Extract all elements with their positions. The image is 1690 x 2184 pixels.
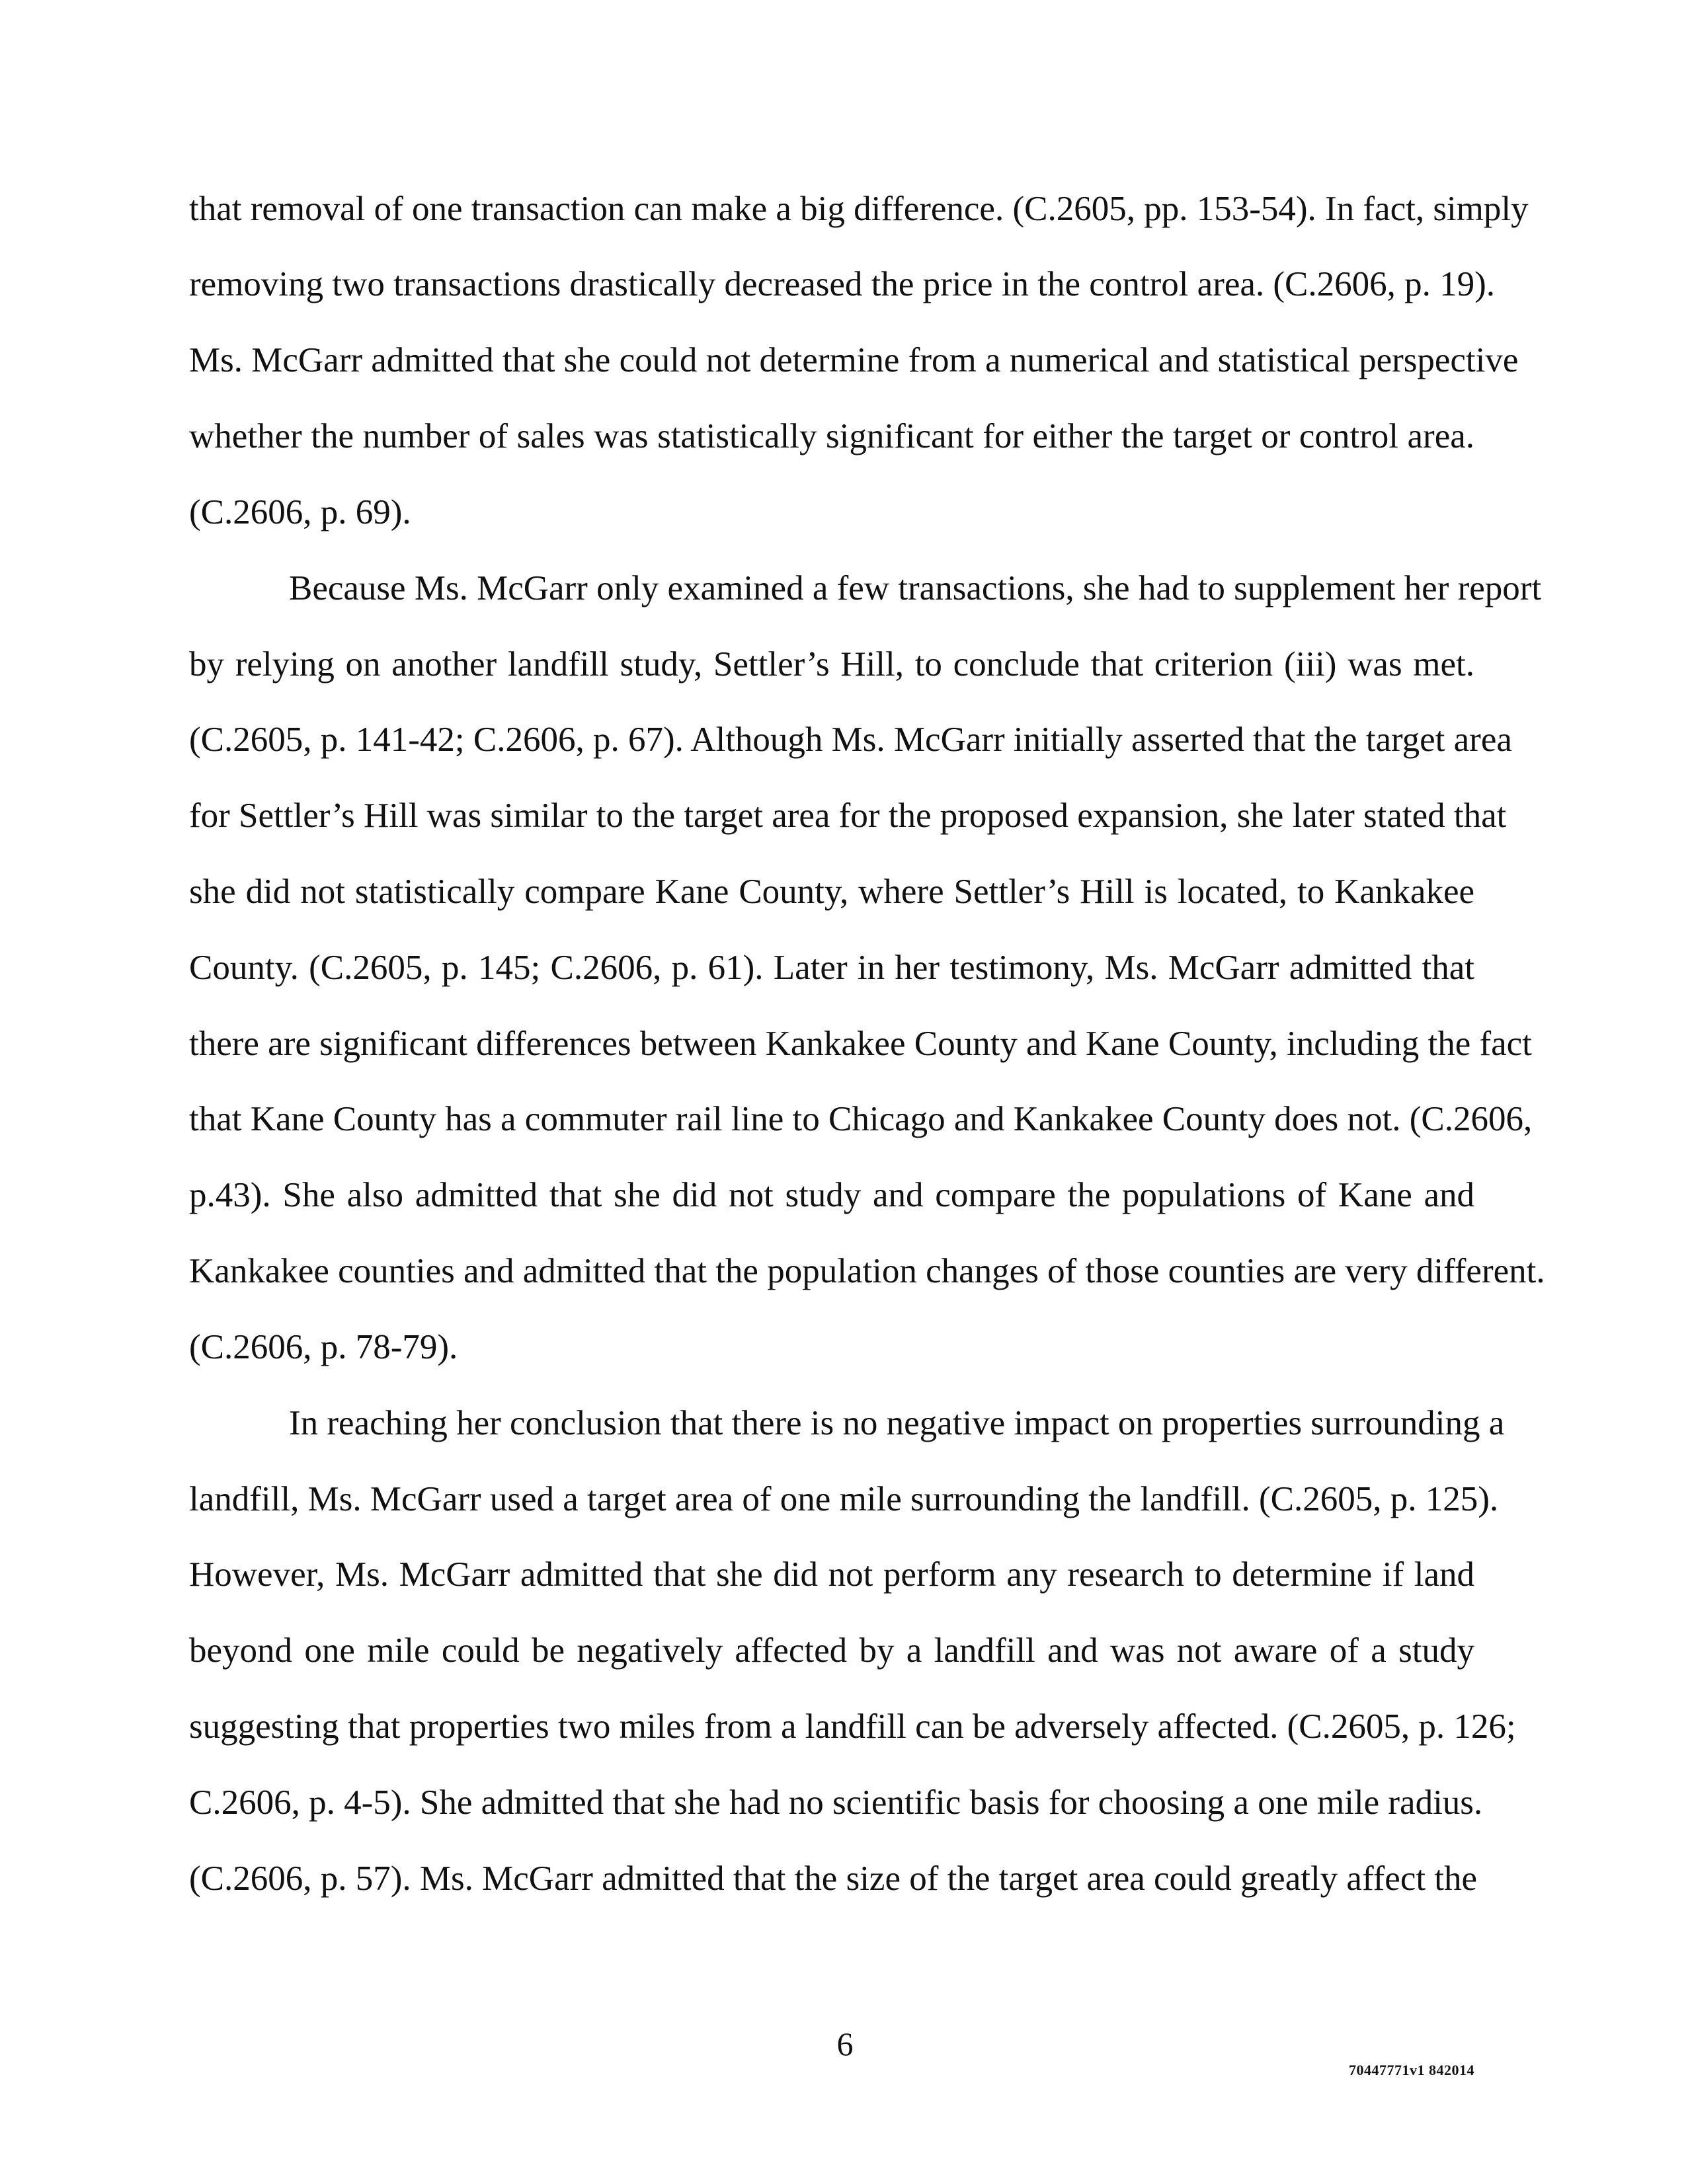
text-line: Kankakee counties and admitted that the population changes of those counties are very different. <box>189 1252 1545 1290</box>
text-line: that removal of one transaction can make a big difference. (C.2605, pp. 153-54). In fact, simply <box>189 190 1529 228</box>
text-line: beyond one mile could be negatively affected by a landfill and was not aware of a study <box>189 1631 1474 1670</box>
text-line: However, Ms. McGarr admitted that she did not perform any research to determine if land <box>189 1555 1474 1594</box>
text-line: p.43). She also admitted that she did not study and compare the populations of Kane and <box>189 1176 1474 1214</box>
text-line: she did not statistically compare Kane County, where Settler’s Hill is located, to Kankakee <box>189 873 1474 911</box>
text-line: (C.2606, p. 69). <box>189 493 411 531</box>
text-line: Ms. McGarr admitted that she could not determine from a numerical and statistical perspective <box>189 341 1519 379</box>
text-line: that Kane County has a commuter rail line to Chicago and Kankakee County does not. (C.2606, <box>189 1100 1533 1138</box>
text-line: there are significant differences between Kankakee County and Kane County, including the fact <box>189 1025 1532 1063</box>
text-line: removing two transactions drastically decreased the price in the control area. (C.2606, p. 19). <box>189 265 1496 303</box>
text-line: whether the number of sales was statistically significant for either the target or control area. <box>189 417 1474 455</box>
paragraph-first-line: In reaching her conclusion that there is no negative impact on properties surrounding a <box>289 1404 1505 1442</box>
text-line: by relying on another landfill study, Settler’s Hill, to conclude that criterion (iii) was met. <box>189 645 1474 683</box>
text-line: County. (C.2605, p. 145; C.2606, p. 61). Later in her testimony, Ms. McGarr admitted that <box>189 949 1474 987</box>
paragraph-first-line: Because Ms. McGarr only examined a few transactions, she had to supplement her report <box>289 569 1542 607</box>
text-line: (C.2606, p. 57). Ms. McGarr admitted that the size of the target area could greatly affect the <box>189 1859 1478 1898</box>
page-number: 6 <box>836 2025 854 2062</box>
text-line: (C.2605, p. 141-42; C.2606, p. 67). Although Ms. McGarr initially asserted that the target area <box>189 721 1512 759</box>
text-line: C.2606, p. 4-5). She admitted that she had no scientific basis for choosing a one mile radius. <box>189 1783 1483 1822</box>
text-line: (C.2606, p. 78-79). <box>189 1328 458 1366</box>
text-line: suggesting that properties two miles from a landfill can be adversely affected. (C.2605, p. 126; <box>189 1707 1516 1746</box>
document-id: 70447771v1 842014 <box>1349 2062 1474 2078</box>
text-line: landfill, Ms. McGarr used a target area of one mile surrounding the landfill. (C.2605, p. 125). <box>189 1480 1499 1518</box>
text-line: for Settler’s Hill was similar to the target area for the proposed expansion, she later stated that <box>189 797 1507 835</box>
